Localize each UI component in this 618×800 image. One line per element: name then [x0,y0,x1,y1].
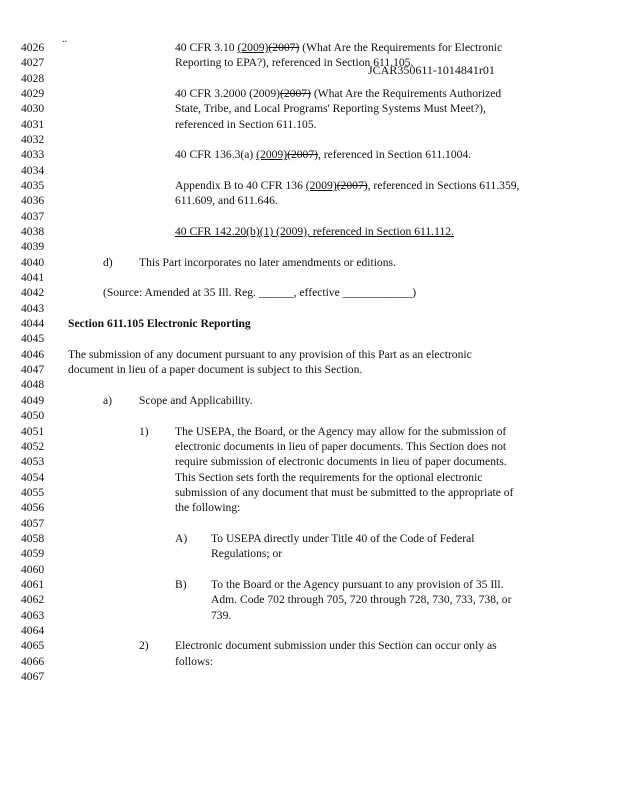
document-line [0,164,618,179]
document-line [0,102,618,117]
line-number: 4042 [21,286,45,300]
document-line [0,440,618,455]
document-line [0,41,618,56]
line-number: 4037 [21,209,45,223]
line-number: 4051 [21,424,45,438]
line-number: 4049 [21,393,45,407]
text-line: Adm. Code 702 through 705, 720 through 728, 730, 733, 738, or [211,593,512,607]
source-note: (Source: Amended at 35 Ill. Reg. ______, effective ____________) [103,286,417,300]
document-line [0,148,618,163]
text-line: To USEPA directly under Title 40 of the Code of Federal [211,531,475,545]
line-number: 4065 [21,639,45,653]
line-number: 4028 [21,71,45,85]
line-number: 4050 [21,409,45,423]
line-number: 4067 [21,669,45,683]
document-line [0,394,618,409]
line-number: 4060 [21,562,45,576]
text-line: Regulations; or [211,547,283,561]
line-number: 4066 [21,654,45,668]
document-line [0,302,618,317]
line-number: 4061 [21,577,45,591]
line-number: 4048 [21,378,45,392]
document-line [0,547,618,562]
document-line [0,194,618,209]
reference-3-10: 40 CFR 3.10 (2009)(2007) (What Are the Requirements for Electronic [175,41,503,54]
document-line [0,624,618,639]
line-number: 4052 [21,439,45,453]
item-label: d) [103,255,113,269]
document-line [0,593,618,608]
page-mark: .. [62,34,67,45]
document-line [0,286,618,301]
line-number: 4033 [21,148,45,162]
text-line: To the Board or the Agency pursuant to any provision of 35 Ill. [211,577,504,591]
text-line: electronic documents in lieu of paper documents. This Section does not [175,439,507,453]
line-number: 4059 [21,547,45,561]
document-line [0,225,618,240]
document-line [0,363,618,378]
text-line: Electronic document submission under this Section can occur only as [175,639,497,653]
line-number: 4036 [21,194,45,208]
document-line [0,639,618,654]
line-number: 4055 [21,485,45,499]
document-line [0,72,618,87]
item-label: a) [103,393,113,407]
line-number: 4058 [21,531,45,545]
document-line [0,409,618,424]
item-label: 2) [139,639,149,653]
reference-142-20: 40 CFR 142.20(b)(1) (2009), referenced in Section 611.112. [175,225,454,239]
line-number: 4063 [21,608,45,622]
line-number: 4046 [21,347,45,361]
text-line: document in lieu of a paper document is subject to this Section. [68,363,363,377]
document-line [0,56,618,71]
line-number: 4030 [21,102,45,116]
text-line: The USEPA, the Board, or the Agency may allow for the submission of [175,424,507,438]
text-line: 611.609, and 611.646. [175,194,278,208]
reference-3-2000: 40 CFR 3.2000 (2009)(2007) (What Are the Requirements Authorized [175,87,502,101]
document-line [0,609,618,624]
line-number: 4039 [21,240,45,254]
text-line: the following: [175,501,241,515]
line-number: 4064 [21,623,45,637]
document-line [0,501,618,516]
document-line [0,87,618,102]
item-label: A) [175,531,188,545]
document-line [0,378,618,393]
line-number: 4034 [21,163,45,177]
item-label: 1) [139,424,149,438]
line-number: 4045 [21,332,45,346]
reference-appendix-b: Appendix B to 40 CFR 136 (2009)(2007), referenced in Sections 611.359, [175,179,520,193]
line-number: 4044 [21,317,45,331]
document-line [0,210,618,225]
document-line [0,455,618,470]
item-label: B) [175,577,187,591]
document-line [0,655,618,670]
document-line [0,471,618,486]
text-line: follows: [175,654,214,668]
section-heading: Section 611.105 Electronic Reporting [68,317,251,331]
line-number: 4027 [21,56,45,70]
line-number: 4043 [21,301,45,315]
line-number: 4062 [21,593,45,607]
document-line [0,532,618,547]
document-line [0,332,618,347]
line-number: 4031 [21,117,45,131]
document-line [0,486,618,501]
document-line [0,317,618,332]
document-line [0,578,618,593]
document-line [0,517,618,532]
document-line [0,670,618,685]
line-number: 4038 [21,225,45,239]
text-line: Reporting to EPA?), referenced in Section 611.105. [175,56,414,70]
document-line [0,118,618,133]
text-line: The submission of any document pursuant to any provision of this Part as an electronic [68,347,472,361]
line-number: 4056 [21,501,45,515]
line-number: 4035 [21,179,45,193]
line-number: 4047 [21,363,45,377]
line-number: 4026 [21,41,45,54]
text-line: require submission of electronic documents in lieu of paper documents. [175,455,507,469]
document-id-header: JCAR350611-1014841r01 [368,63,495,77]
subsection-title: Scope and Applicability. [139,393,253,407]
reference-136-3: 40 CFR 136.3(a) (2009)(2007), referenced in Section 611.1004. [175,148,472,162]
line-number: 4054 [21,470,45,484]
line-number: 4053 [21,455,45,469]
line-number: 4040 [21,255,45,269]
line-number: 4041 [21,271,45,285]
document-line [0,425,618,440]
document-line [0,271,618,286]
document-line [0,179,618,194]
document-line [0,240,618,255]
text-line: submission of any document that must be submitted to the appropriate of [175,485,514,499]
document-line [0,133,618,148]
document-line [0,563,618,578]
line-number: 4029 [21,87,45,101]
text-line: referenced in Section 611.105. [175,117,317,131]
text-line: State, Tribe, and Local Programs' Reporting Systems Must Meet?), [175,102,486,116]
document-line [0,348,618,363]
line-number: 4057 [21,516,45,530]
line-number: 4032 [21,133,45,147]
text-line: This Section sets forth the requirements for the optional electronic [175,470,483,484]
text-line: 739. [211,608,232,622]
document-line [0,256,618,271]
text-line: This Part incorporates no later amendments or editions. [139,255,396,269]
